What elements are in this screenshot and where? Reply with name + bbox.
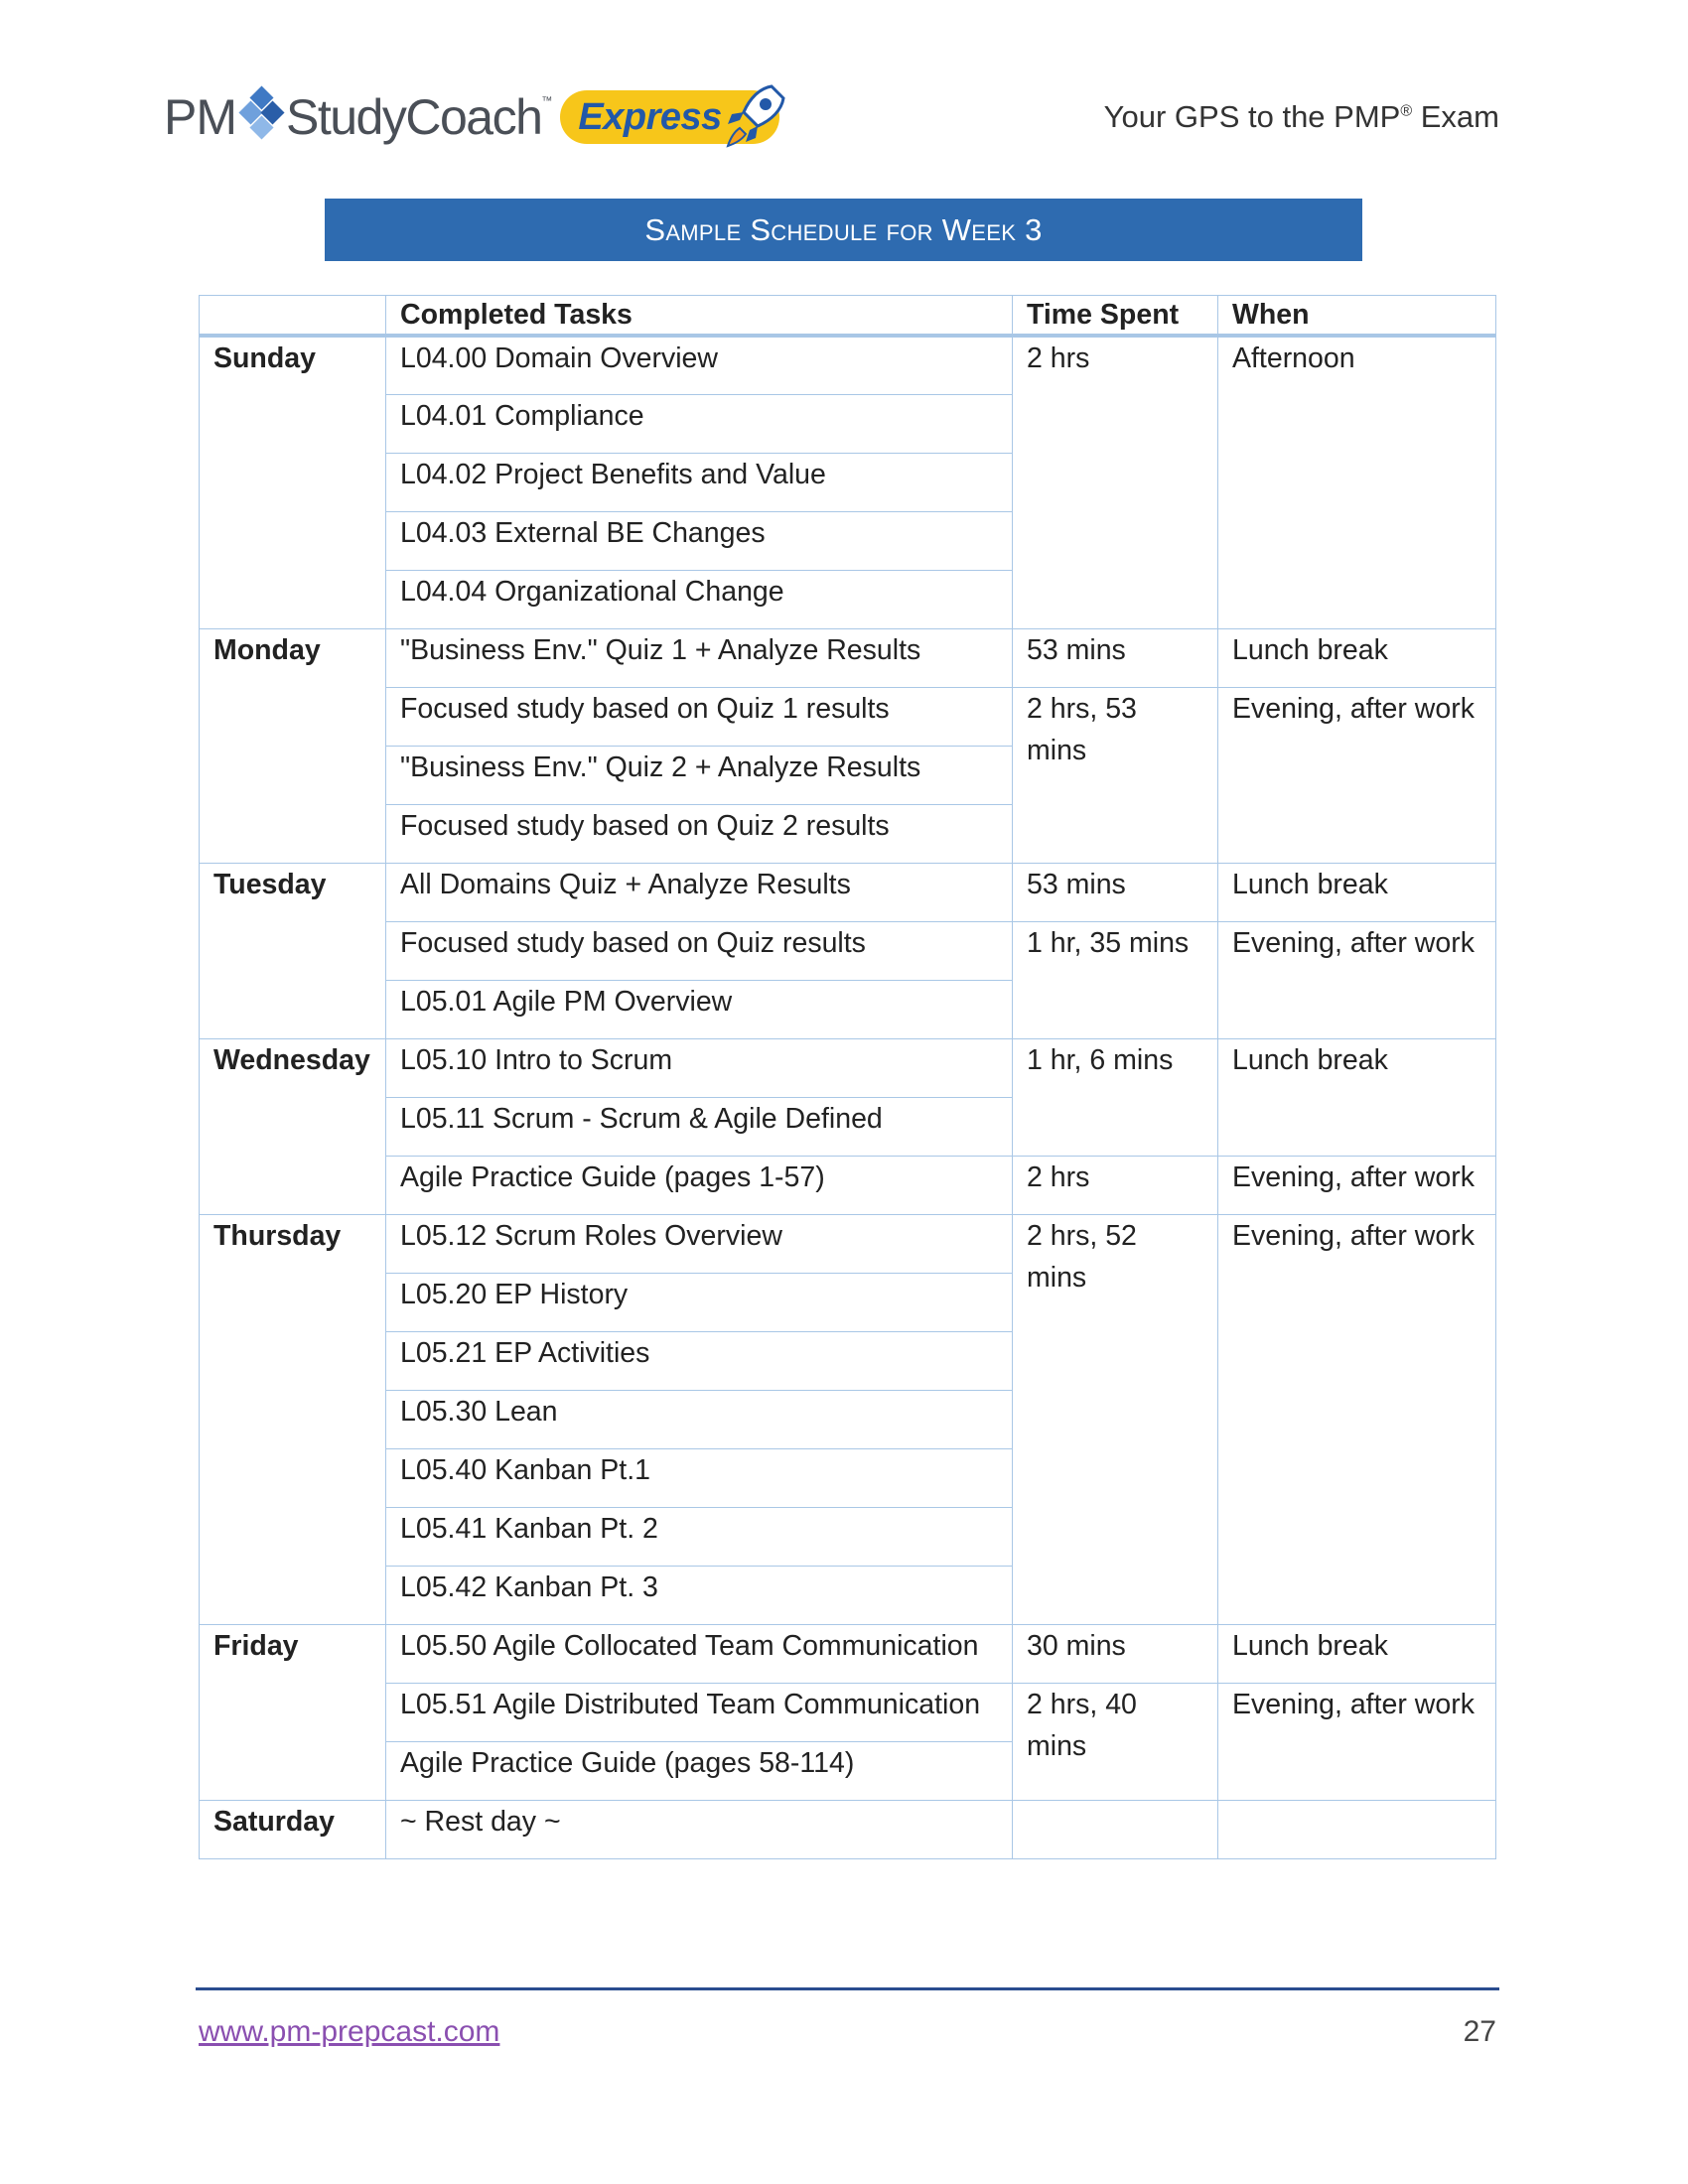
table-row — [200, 336, 1496, 394]
time-cell: 2 hrs — [1013, 336, 1218, 628]
time-cell: 53 mins — [1013, 863, 1218, 921]
time-cell: 53 mins — [1013, 628, 1218, 687]
task-cell: L05.30 Lean — [386, 1390, 1013, 1448]
time-cell: 2 hrs, 40 mins — [1013, 1683, 1218, 1800]
footer-divider — [196, 1987, 1499, 1990]
tagline — [1104, 99, 1499, 135]
page-number: 27 — [1463, 2015, 1496, 2048]
when-cell: Evening, after work — [1218, 1683, 1496, 1800]
task-cell: "Business Env." Quiz 2 + Analyze Results — [386, 746, 1013, 804]
logo-diamond-icon — [240, 87, 284, 147]
task-cell: "Business Env." Quiz 1 + Analyze Results — [386, 628, 1013, 687]
time-cell — [1013, 1800, 1218, 1858]
day-cell-monday: Monday — [200, 628, 386, 863]
table-row — [200, 1800, 1496, 1858]
time-cell: 2 hrs, 53 mins — [1013, 687, 1218, 863]
table-row — [200, 921, 1496, 980]
when-cell: Lunch break — [1218, 628, 1496, 687]
header-completed-tasks: Completed Tasks — [386, 296, 1013, 337]
time-cell: 30 mins — [1013, 1624, 1218, 1683]
logo-trademark: ™ — [541, 95, 553, 107]
page-header — [164, 77, 1499, 157]
task-cell: L05.41 Kanban Pt. 2 — [386, 1507, 1013, 1566]
header-day — [200, 296, 386, 337]
task-cell: L05.01 Agile PM Overview — [386, 980, 1013, 1038]
task-cell: L04.03 External BE Changes — [386, 511, 1013, 570]
table-row — [200, 1214, 1496, 1273]
task-cell: L04.04 Organizational Change — [386, 570, 1013, 628]
rocket-icon — [720, 80, 791, 152]
task-cell: L05.20 EP History — [386, 1273, 1013, 1331]
header-when: When — [1218, 296, 1496, 337]
when-cell: Lunch break — [1218, 1038, 1496, 1156]
when-cell — [1218, 1800, 1496, 1858]
day-cell-sunday: Sunday — [200, 336, 386, 628]
website-link[interactable]: www.pm-prepcast.com — [199, 2015, 500, 2048]
task-cell: L05.10 Intro to Scrum — [386, 1038, 1013, 1097]
logo-studycoach-text: StudyCoach — [286, 89, 542, 145]
pm-studycoach-express-logo — [164, 77, 779, 157]
registered-mark: ® — [1400, 102, 1413, 120]
task-cell: ~ Rest day ~ — [386, 1800, 1013, 1858]
tagline-text-end: Exam — [1412, 99, 1499, 134]
task-cell: Agile Practice Guide (pages 1-57) — [386, 1156, 1013, 1214]
when-cell: Lunch break — [1218, 863, 1496, 921]
task-cell: Focused study based on Quiz results — [386, 921, 1013, 980]
task-cell: L05.51 Agile Distributed Team Communication — [386, 1683, 1013, 1741]
table-row — [200, 687, 1496, 746]
task-cell: Focused study based on Quiz 2 results — [386, 804, 1013, 863]
time-cell: 2 hrs — [1013, 1156, 1218, 1214]
task-cell: L04.02 Project Benefits and Value — [386, 453, 1013, 511]
logo-express-text: Express — [578, 95, 722, 138]
day-cell-thursday: Thursday — [200, 1214, 386, 1624]
task-cell: Focused study based on Quiz 1 results — [386, 687, 1013, 746]
table-header-row — [200, 296, 1496, 337]
when-cell: Evening, after work — [1218, 687, 1496, 863]
when-cell: Lunch break — [1218, 1624, 1496, 1683]
time-cell: 1 hr, 6 mins — [1013, 1038, 1218, 1156]
logo-express-badge — [560, 90, 778, 144]
task-cell: L05.42 Kanban Pt. 3 — [386, 1566, 1013, 1624]
task-cell: L05.12 Scrum Roles Overview — [386, 1214, 1013, 1273]
logo-pm-text: PM — [164, 89, 236, 145]
header-time-spent: Time Spent — [1013, 296, 1218, 337]
table-row — [200, 863, 1496, 921]
day-cell-friday: Friday — [200, 1624, 386, 1800]
when-cell: Evening, after work — [1218, 921, 1496, 1038]
task-cell: All Domains Quiz + Analyze Results — [386, 863, 1013, 921]
task-cell: L05.40 Kanban Pt.1 — [386, 1448, 1013, 1507]
day-cell-wednesday: Wednesday — [200, 1038, 386, 1214]
task-cell: L04.00 Domain Overview — [386, 336, 1013, 394]
day-cell-tuesday: Tuesday — [200, 863, 386, 1038]
table-row — [200, 628, 1496, 687]
task-cell: L05.11 Scrum - Scrum & Agile Defined — [386, 1097, 1013, 1156]
when-cell: Evening, after work — [1218, 1156, 1496, 1214]
task-cell: Agile Practice Guide (pages 58-114) — [386, 1741, 1013, 1800]
table-row — [200, 1038, 1496, 1097]
tagline-text: Your GPS to the PMP — [1103, 99, 1401, 134]
when-cell: Evening, after work — [1218, 1214, 1496, 1624]
time-cell: 1 hr, 35 mins — [1013, 921, 1218, 1038]
task-cell: L05.50 Agile Collocated Team Communication — [386, 1624, 1013, 1683]
table-row — [200, 1624, 1496, 1683]
table-row — [200, 1683, 1496, 1741]
section-banner: Sample Schedule for Week 3 — [325, 199, 1362, 261]
table-row — [200, 1156, 1496, 1214]
task-cell: L04.01 Compliance — [386, 394, 1013, 453]
week-schedule-table — [199, 295, 1496, 1859]
day-cell-saturday: Saturday — [200, 1800, 386, 1858]
when-cell: Afternoon — [1218, 336, 1496, 628]
task-cell: L05.21 EP Activities — [386, 1331, 1013, 1390]
time-cell: 2 hrs, 52 mins — [1013, 1214, 1218, 1624]
